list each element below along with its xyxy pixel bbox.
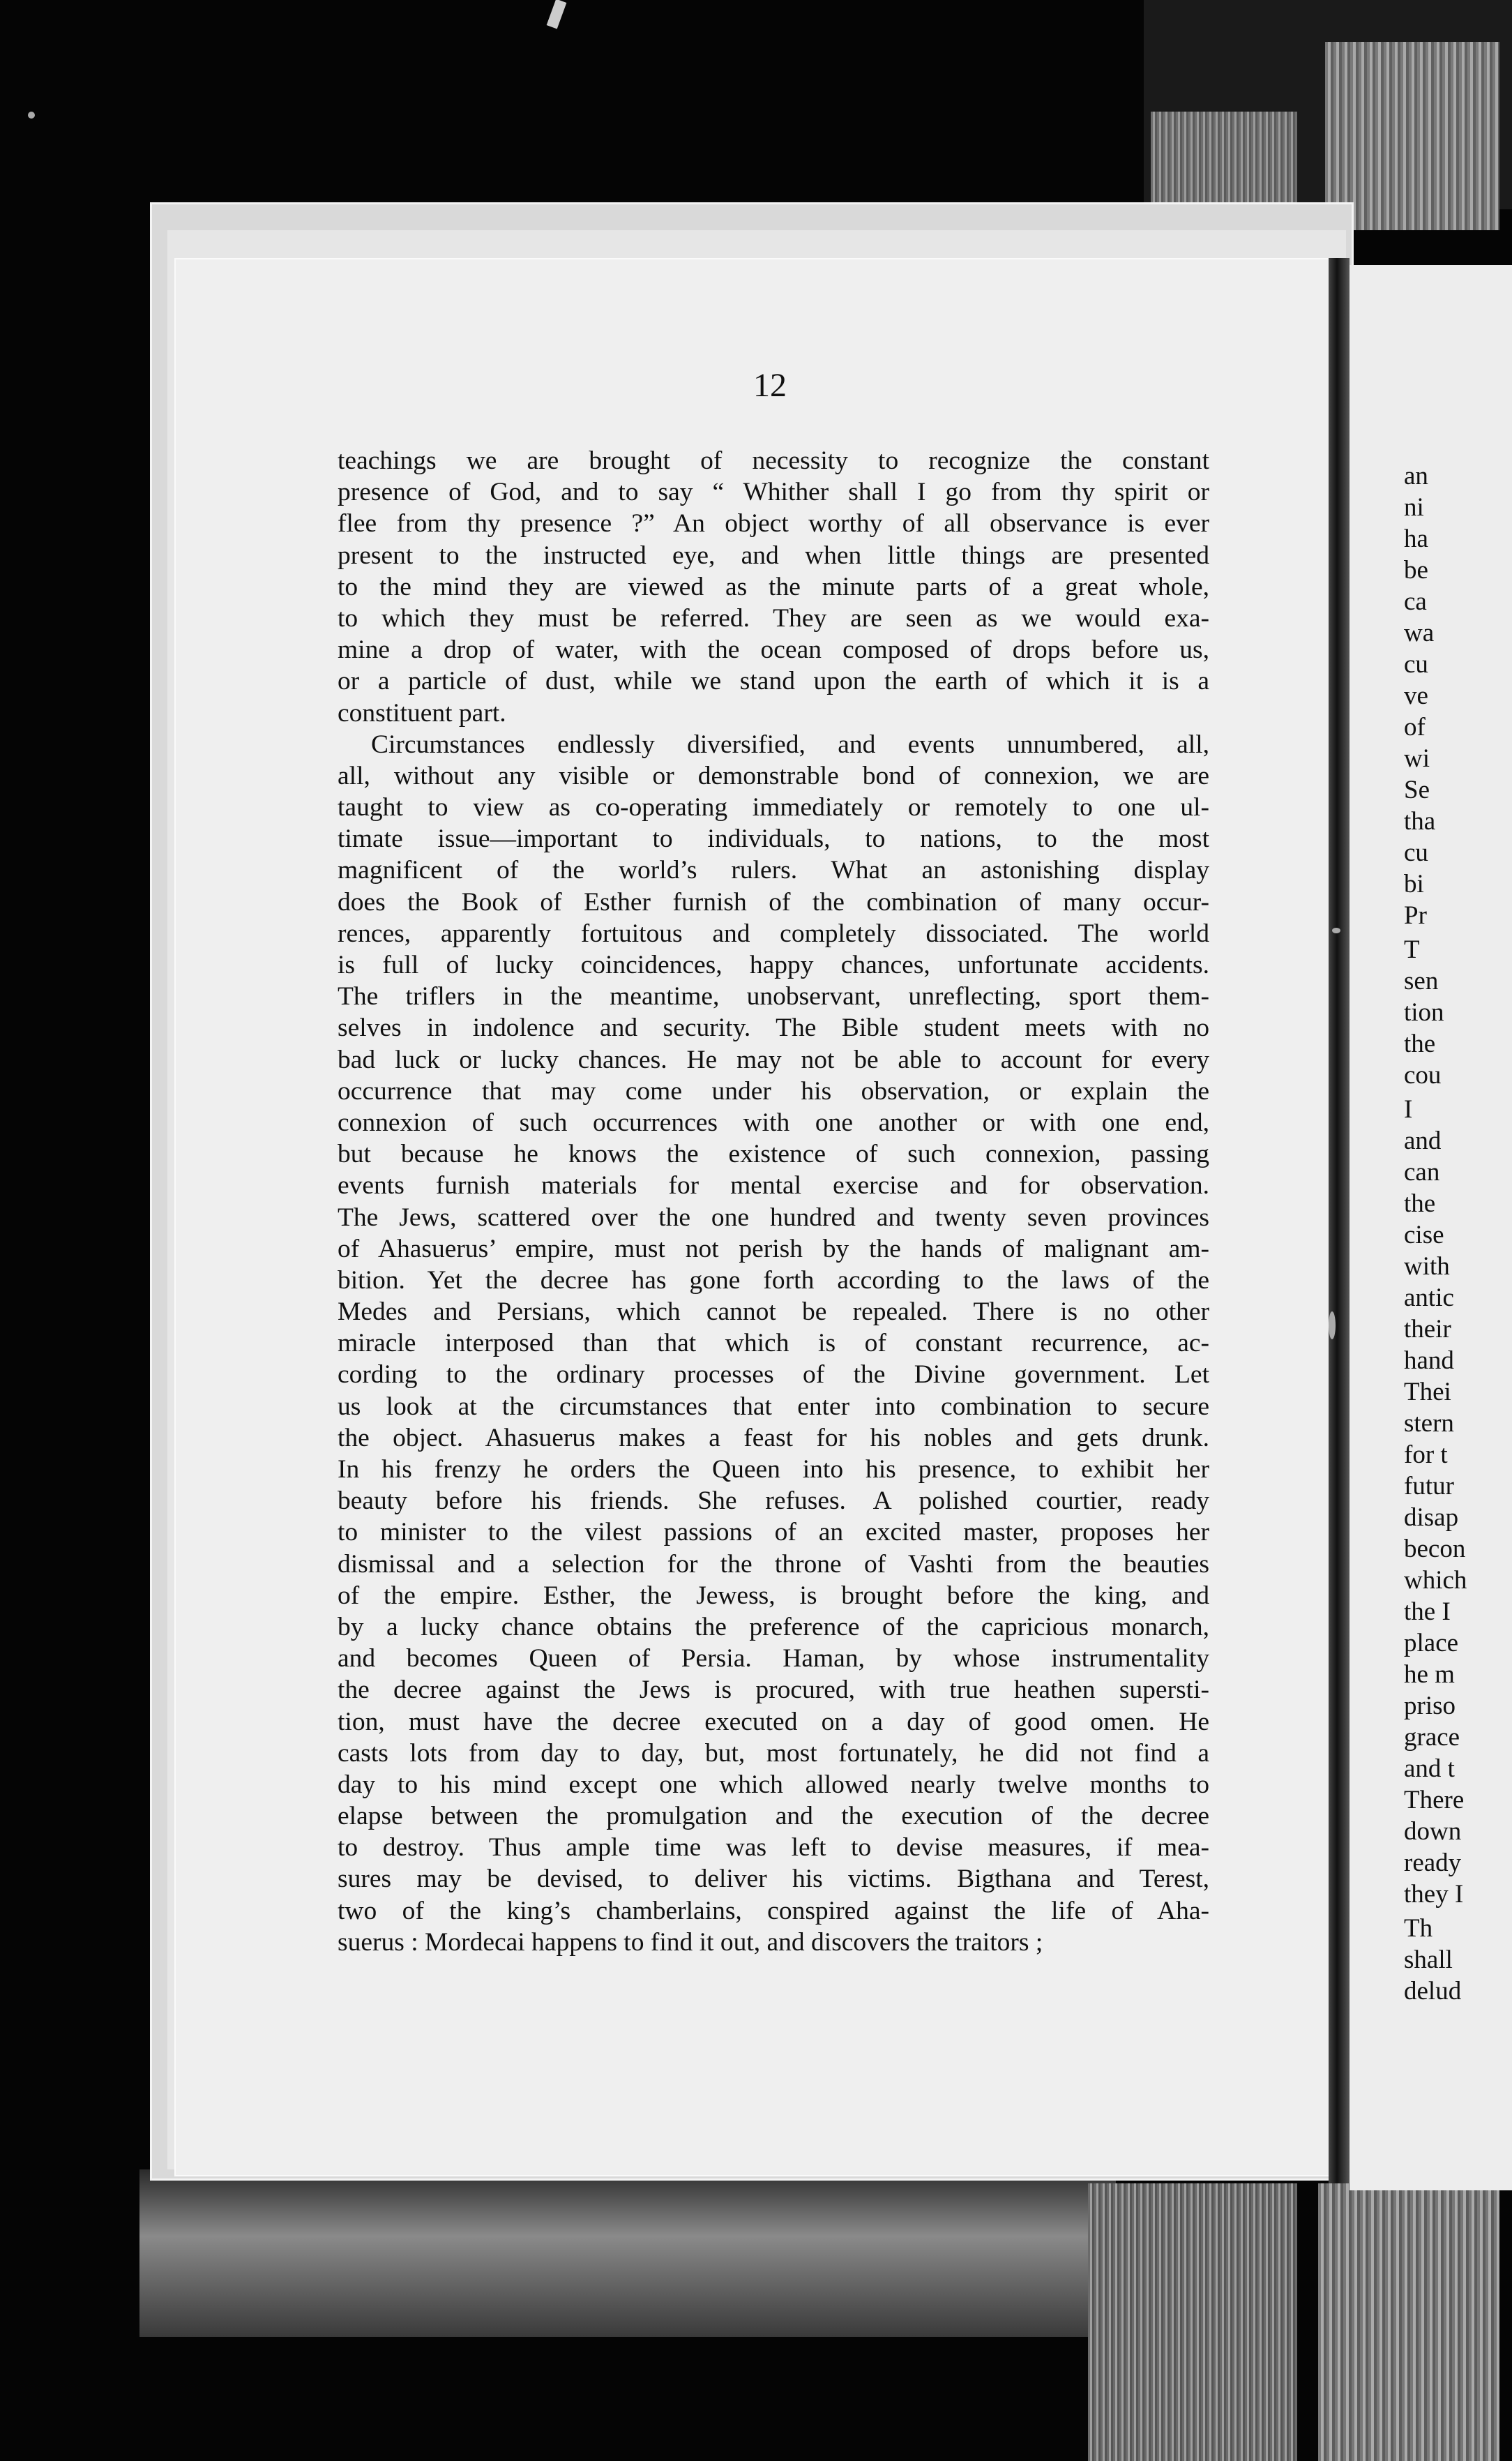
fragment-text: cu — [1404, 838, 1428, 867]
fragment-text: they I — [1404, 1880, 1464, 1909]
text-line: does the Book of Esther furnish of the combination of many occur- — [338, 887, 1209, 917]
text-line: all, without any visible or demonstrable bond of connexion, we are — [338, 761, 1209, 790]
fragment-text: T — [1404, 935, 1420, 964]
fragment-text: Thei — [1404, 1378, 1451, 1406]
page-number: 12 — [753, 367, 787, 404]
text-line: and becomes Queen of Persia. Haman, by whose instrumentality — [338, 1644, 1209, 1673]
fragment-text: the — [1404, 1030, 1436, 1058]
text-line: Circumstances endlessly diversified, and events unnumbered, all, — [371, 730, 1209, 759]
fragment-text: stern — [1404, 1409, 1454, 1438]
fragment-text: place — [1404, 1629, 1459, 1657]
text-line: events furnish materials for mental exercise and for observation. — [338, 1171, 1209, 1201]
scan-speck — [1329, 1311, 1336, 1339]
fragment-text: becon — [1404, 1535, 1466, 1563]
scan-speck — [1332, 928, 1340, 933]
fragment-text: ve — [1404, 682, 1428, 710]
fragment-text: bi — [1404, 870, 1424, 898]
text-line: day to his mind except one which allowed nearly twelve months to — [338, 1770, 1209, 1799]
text-line: suerus : Mordecai happens to find it out, and discovers the traitors ; — [338, 1927, 1043, 1957]
text-line: taught to view as co-operating immediately or remotely to one ul- — [338, 793, 1209, 822]
text-line: constituent part. — [338, 698, 506, 728]
text-line: elapse between the promulgation and the execution of the decree — [338, 1802, 1209, 1831]
text-line: magnificent of the world’s rulers. What an astonishing display — [338, 856, 1209, 885]
text-line: presence of God, and to say “ Whither shall I go from thy spirit or — [338, 478, 1209, 507]
fragment-text: an — [1404, 462, 1428, 490]
text-line: bad luck or lucky chances. He may not be able to account for every — [338, 1045, 1209, 1074]
text-line: The Jews, scattered over the one hundred and twenty seven provinces — [338, 1203, 1209, 1232]
text-line: or a particle of dust, while we stand upon the earth of which it is a — [338, 667, 1209, 696]
fragment-text: for t — [1404, 1440, 1448, 1469]
text-line: is full of lucky coincidences, happy chances, unfortunate accidents. — [338, 951, 1209, 979]
fragment-text: I — [1404, 1095, 1413, 1124]
text-line: to the mind they are viewed as the minute parts of a great whole, — [338, 572, 1209, 601]
text-line: In his frenzy he orders the Queen into his presence, to exhibit her — [338, 1455, 1209, 1484]
text-line: flee from thy presence ?” An object worthy of all observance is ever — [338, 509, 1209, 539]
fragment-text: ni — [1404, 493, 1424, 522]
text-line: of Ahasuerus’ empire, must not perish by the hands of malignant am- — [338, 1234, 1209, 1263]
fragment-text: down — [1404, 1817, 1462, 1846]
text-line: connexion of such occurrences with one another or with one end, — [338, 1108, 1209, 1137]
text-line: by a lucky chance obtains the preference of the capricious monarch, — [338, 1612, 1209, 1641]
fragment-text: tion — [1404, 998, 1444, 1027]
text-line: casts lots from day to day, but, most fortunately, he did not find a — [338, 1738, 1209, 1768]
text-line: sures may be devised, to deliver his victims. Bigthana and Terest, — [338, 1865, 1209, 1894]
fragment-text: wi — [1404, 744, 1430, 773]
fragment-text: of — [1404, 713, 1426, 742]
text-line: to destroy. Thus ample time was left to devise measures, if mea- — [338, 1833, 1209, 1862]
text-line: timate issue—important to individuals, to nations, to the most — [338, 825, 1209, 854]
text-line: the decree against the Jews is procured, with true heathen supersti- — [338, 1676, 1209, 1705]
fragment-text: shall — [1404, 1946, 1453, 1974]
fragment-text: wa — [1404, 619, 1435, 647]
fragment-text: sen — [1404, 967, 1439, 995]
text-line: teachings we are brought of necessity to recognize the constant — [338, 446, 1209, 475]
text-line: dismissal and a selection for the throne of Vashti from the beauties — [338, 1549, 1209, 1579]
text-line: tion, must have the decree executed on a day of good omen. He — [338, 1707, 1209, 1736]
fragment-text: hand — [1404, 1346, 1454, 1375]
fragment-text: There — [1404, 1786, 1465, 1814]
fragment-text: and — [1404, 1127, 1442, 1155]
text-line: the object. Ahasuerus makes a feast for his nobles and gets drunk. — [338, 1423, 1209, 1452]
fragment-text: delud — [1404, 1977, 1462, 2005]
fragment-text: and t — [1404, 1754, 1455, 1783]
text-line: The triflers in the meantime, unobservant, unreflecting, sport them- — [338, 982, 1209, 1011]
fragment-text: grace — [1404, 1723, 1460, 1752]
text-line: present to the instructed eye, and when little things are presented — [338, 541, 1209, 570]
text-line: to minister to the vilest passions of an excited master, proposes her — [338, 1518, 1209, 1547]
fragment-text: ha — [1404, 525, 1428, 553]
fragment-text: the I — [1404, 1597, 1451, 1626]
fragment-text: be — [1404, 556, 1428, 585]
text-line: us look at the circumstances that enter into combination to secure — [338, 1392, 1209, 1421]
fragment-text: can — [1404, 1158, 1440, 1187]
fragment-text: futur — [1404, 1472, 1454, 1500]
text-line: Medes and Persians, which cannot be repealed. There is no other — [338, 1297, 1209, 1327]
text-line: rences, apparently fortuitous and completely dissociated. The world — [338, 919, 1209, 948]
fragment-text: priso — [1404, 1692, 1456, 1720]
fragment-text: disap — [1404, 1503, 1459, 1532]
cloth-binding-bottom-right — [1318, 2183, 1499, 2461]
text-line: but because he knows the existence of such connexion, passing — [338, 1140, 1209, 1169]
text-line: two of the king’s chamberlains, conspired against the life of Aha- — [338, 1896, 1209, 1925]
text-line: of the empire. Esther, the Jewess, is brought before the king, and — [338, 1581, 1209, 1610]
text-line: occurrence that may come under his observation, or explain the — [338, 1076, 1209, 1106]
fragment-text: Pr — [1404, 901, 1427, 930]
fragment-text: tha — [1404, 807, 1436, 836]
fragment-text: Se — [1404, 776, 1430, 804]
text-line: mine a drop of water, with the ocean composed of drops before us, — [338, 635, 1209, 665]
text-line: beauty before his friends. She refuses. A polished courtier, ready — [338, 1487, 1209, 1516]
text-line: miracle interposed than that which is of constant recurrence, ac- — [338, 1329, 1209, 1358]
fragment-text: antic — [1404, 1284, 1454, 1312]
text-line: bition. Yet the decree has gone forth according to the laws of the — [338, 1265, 1209, 1295]
cloth-binding-bottom-left — [1088, 2183, 1297, 2461]
fragment-text: the — [1404, 1189, 1436, 1218]
fragment-text: cu — [1404, 650, 1428, 679]
fragment-text: their — [1404, 1315, 1451, 1344]
text-line: selves in indolence and security. The Bible student meets with no — [338, 1014, 1209, 1043]
fragment-text: Th — [1404, 1914, 1433, 1943]
adjacent-page-fragment — [1350, 265, 1512, 2190]
scan-speck — [28, 112, 35, 119]
text-line: cording to the ordinary processes of the Divine government. Let — [338, 1360, 1209, 1390]
text-line: to which they must be referred. They are seen as we would exa- — [338, 603, 1209, 633]
fragment-text: cise — [1404, 1221, 1444, 1249]
fragment-text: he m — [1404, 1660, 1455, 1689]
page-text — [338, 445, 1209, 1958]
fragment-text: cou — [1404, 1061, 1442, 1090]
fragment-text: with — [1404, 1252, 1450, 1281]
fragment-text: ca — [1404, 587, 1427, 616]
fragment-text: ready — [1404, 1849, 1462, 1877]
book-gutter — [1329, 258, 1350, 2183]
fragment-text: which — [1404, 1566, 1467, 1595]
book-edge-bottom — [139, 2169, 1116, 2337]
